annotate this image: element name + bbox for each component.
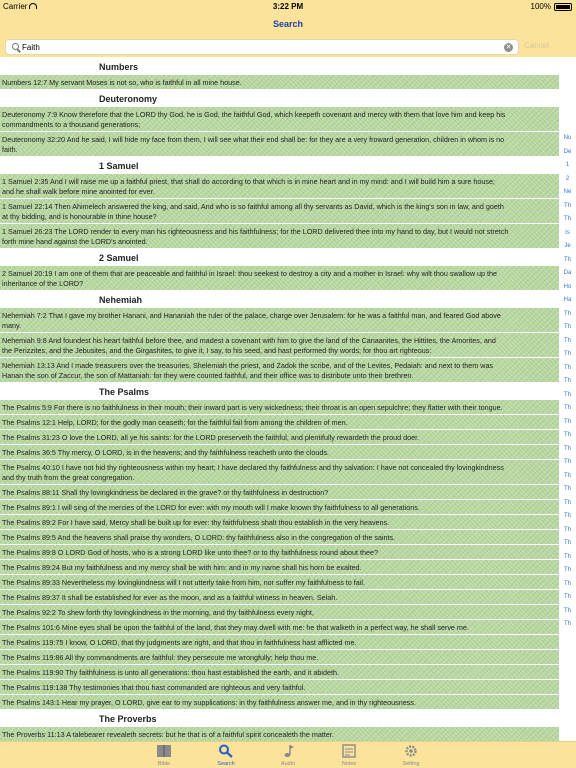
verse-text: The Psalms 89:37 It shall be established for ever as the moon, and as a faithful witness in heaven. Selah.	[2, 593, 338, 602]
search-input[interactable]	[5, 39, 519, 55]
section-title: Deuteronomy	[99, 94, 158, 104]
verse-row[interactable]	[0, 695, 559, 709]
verse-text: Nehemiah 9:8 And foundest his heart faithful before thee, and madest a covenant with him to give the land of the Canaanites, the Hittites, the Amorites, and the Perizzites, and the Jebusites, and the Girgashites, to give it, I say, to his seed, and hast performed thy words; for thou art righteous:	[2, 336, 496, 355]
index-item[interactable]: Th	[563, 594, 571, 600]
verse-text: The Proverbs 11:13 A talebearer revealeth secrets: but he that is of a faithful spirit concealeth the matter.	[2, 730, 334, 739]
verse-row[interactable]	[0, 174, 559, 198]
tab-notes[interactable]	[319, 744, 379, 767]
page-title: Search	[272, 19, 304, 29]
verse-text: The Psalms 89:24 But my faithfulness and my mercy shall be with him: and in my name shall his horn be exalted.	[2, 563, 362, 572]
verse-text: The Psalms 143:1 Hear my prayer, O LORD, give ear to my supplications: in thy faithfulness answer me, and in thy righteousness.	[2, 698, 416, 707]
verse-row[interactable]	[0, 650, 559, 664]
section-title: Numbers	[99, 62, 139, 72]
section-title: The Proverbs	[99, 714, 157, 724]
index-item[interactable]: 1	[565, 162, 570, 168]
index-item[interactable]: Th	[563, 391, 571, 398]
verse-text: The Psalms 31:23 O love the LORD, all ye his saints: for the LORD preserveth the faithful, and plentifully rewardeth the proud doer.	[2, 433, 420, 442]
index-item[interactable]: Th	[563, 364, 571, 371]
index-item[interactable]: Je	[564, 243, 571, 249]
tab-label: Bible	[157, 761, 171, 767]
index-item[interactable]: 2	[565, 175, 570, 182]
index-item[interactable]: Ne	[563, 189, 572, 195]
index-item[interactable]: Th	[563, 553, 571, 560]
battery-icon	[554, 3, 572, 11]
verse-row[interactable]	[0, 358, 559, 382]
verse-row[interactable]	[0, 500, 559, 514]
verse-row[interactable]	[0, 75, 559, 89]
search-icon	[218, 744, 234, 758]
tab-bible[interactable]	[134, 744, 194, 767]
section-header	[0, 58, 559, 74]
index-item[interactable]: Th	[563, 567, 571, 573]
index-item[interactable]: Ho	[563, 283, 572, 290]
search-results-list[interactable]	[0, 57, 559, 741]
verse-row[interactable]	[0, 575, 559, 589]
index-item[interactable]: Th	[563, 216, 571, 222]
tab-label: Audio	[280, 761, 296, 767]
index-item[interactable]: Th	[563, 540, 571, 546]
verse-row[interactable]	[0, 199, 559, 223]
battery-indicator: 100%	[531, 2, 572, 11]
section-header	[0, 157, 559, 173]
verse-text: The Psalms 89:2 For I have said, Mercy shall be built up for ever: thy faithfulness shalt thou establish in the very heavens.	[2, 518, 390, 527]
verse-text: Deuteronomy 32:20 And he said, I will hide my face from them, I will see what their end shall be: for they are a very froward generation, children in whom is no faith.	[2, 135, 505, 154]
index-item[interactable]: Th	[563, 418, 571, 425]
index-item[interactable]: Th	[563, 472, 571, 479]
index-item[interactable]: Th	[563, 445, 571, 452]
search-input-value: Faith	[22, 43, 40, 52]
verse-row[interactable]	[0, 132, 559, 156]
verse-row[interactable]	[0, 400, 559, 414]
index-item[interactable]: Th	[563, 486, 571, 492]
verse-row[interactable]	[0, 545, 559, 559]
index-item[interactable]: Th	[563, 499, 571, 506]
verse-row[interactable]	[0, 727, 559, 741]
index-item[interactable]: Th	[563, 513, 571, 519]
verse-text: The Psalms 5:9 For there is no faithfulness in their mouth; their inward part is very wickedness; their throat is an open sepulchre; they flatter with their tongue.	[2, 403, 503, 412]
cancel-button[interactable]: Cancel	[524, 41, 549, 50]
verse-text: The Psalms 89:5 And the heavens shall praise thy wonders, O LORD: thy faithfulness also in the congregation of the saints.	[2, 533, 396, 542]
verse-row[interactable]	[0, 445, 559, 459]
search-icon	[12, 43, 19, 50]
verse-text: The Psalms 119:86 All thy commandments are faithful: they persecute me wrongfully; help thou me.	[2, 653, 319, 662]
verse-row[interactable]	[0, 620, 559, 634]
section-title: Nehemiah	[99, 295, 143, 305]
verse-text: Numbers 12:7 My servant Moses is not so, who is faithful in all mine house.	[2, 78, 242, 87]
navigation-bar	[0, 13, 576, 37]
section-title: 1 Samuel	[99, 161, 139, 171]
verse-text: Nehemiah 13:13 And I made treasurers over the treasuries, Shelemiah the priest, and Zadok the scribe, and of the Levites, Pedaiah: and next to them was Hanan the son of Zaccur, the son of Mattaniah: for they were counted faithful, and their office was to distribute unto their brethren.	[2, 361, 494, 380]
index-item[interactable]: Ha	[563, 297, 572, 303]
verse-row[interactable]	[0, 515, 559, 529]
verse-row[interactable]	[0, 308, 559, 332]
index-item[interactable]: Th	[563, 378, 571, 384]
index-item[interactable]: Th	[563, 621, 571, 627]
verse-row[interactable]	[0, 530, 559, 544]
index-item[interactable]: Th	[563, 202, 571, 209]
verse-text: The Psalms 92:2 To shew forth thy lovingkindness in the morning, and thy faithfulness every night,	[2, 608, 314, 617]
verse-row[interactable]	[0, 635, 559, 649]
tab-search[interactable]	[196, 744, 256, 767]
verse-row[interactable]	[0, 333, 559, 357]
index-item[interactable]: Th	[563, 607, 571, 614]
verse-row[interactable]	[0, 415, 559, 429]
verse-text: The Psalms 119:138 Thy testimonies that thou hast commanded are righteous and very faithful.	[2, 683, 306, 692]
index-item[interactable]: Th	[563, 432, 571, 438]
section-header	[0, 710, 559, 726]
index-item[interactable]: Th	[563, 310, 571, 317]
search-bar	[0, 37, 576, 57]
clear-search-icon[interactable]: ✕	[505, 44, 512, 51]
notes-icon	[341, 744, 357, 758]
index-item[interactable]: De	[563, 148, 572, 155]
verse-row[interactable]	[0, 107, 559, 131]
section-title: 2 Samuel	[99, 253, 139, 263]
verse-text: The Psalms 40:10 I have not hid thy righteousness within my heart; I have declared thy faithfulness and thy salvation: I have not concealed thy lovingkindness and thy truth from the great congregation.	[2, 463, 504, 482]
tab-label: Setting	[402, 761, 420, 767]
verse-row[interactable]	[0, 590, 559, 604]
section-header	[0, 90, 559, 106]
verse-text: 1 Samuel 22:14 Then Ahimelech answered the king, and said, And who is so faithful among all thy servants as David, which is the king's son in law, and goeth at thy bidding, and is honourable in thine house?	[2, 202, 504, 221]
verse-text: The Psalms 119:75 I know, O LORD, that thy judgments are right, and that thou in faithfulness hast afflicted me.	[2, 638, 357, 647]
status-bar	[0, 0, 576, 13]
verse-text: The Psalms 89:8 O LORD God of hosts, who is a strong LORD like unto thee? or to thy faithfulness round about thee?	[2, 548, 378, 557]
section-header	[0, 383, 559, 399]
index-item[interactable]: Nu	[563, 135, 572, 141]
verse-row[interactable]	[0, 430, 559, 444]
verse-text: 1 Samuel 2:35 And I will raise me up a faithful priest, that shall do according to that which is in mine heart and in my mind: and I will build him a sure house; and he shall walk before mine anointed for ever.	[2, 177, 495, 196]
tab-label: Search	[217, 761, 235, 767]
verse-text: The Psalms 101:6 Mine eyes shall be upon the faithful of the land, that they may dwell with me: he that walketh in a perfect way, he shall serve me.	[2, 623, 469, 632]
index-item[interactable]: Th	[563, 526, 571, 533]
verse-row[interactable]	[0, 266, 559, 290]
verse-text: The Psalms 89:1 I will sing of the mercies of the LORD for ever: with my mouth will I make known thy faithfulness to all generations.	[2, 503, 420, 512]
index-item[interactable]: Th	[563, 459, 571, 465]
verse-row[interactable]	[0, 560, 559, 574]
verse-row[interactable]	[0, 460, 559, 484]
clock: 3:22 PM	[272, 2, 304, 11]
index-item[interactable]: Is	[565, 229, 570, 236]
verse-text: 1 Samuel 26:23 The LORD render to every man his righteousness and his faithfulness; for the LORD delivered thee into my hand to day, but I would not stretch forth mine hand against the LORD's anointed.	[2, 227, 509, 246]
index-item[interactable]: Da	[563, 270, 572, 276]
verse-row[interactable]	[0, 665, 559, 679]
tab-setting[interactable]	[381, 744, 441, 767]
verse-text: The Psalms 119:90 Thy faithfulness is unto all generations: thou hast established the earth, and it abideth.	[2, 668, 339, 677]
verse-row[interactable]	[0, 605, 559, 619]
index-item[interactable]: Th	[563, 337, 571, 344]
verse-row[interactable]	[0, 680, 559, 694]
gear-icon	[403, 744, 419, 758]
book-icon	[156, 744, 172, 758]
section-title: The Psalms	[99, 387, 150, 397]
verse-text: Deuteronomy 7:9 Know therefore that the LORD thy God, he is God, the faithful God, which keepeth covenant and mercy with them that love him and keep his commandments to a thousand generations;	[2, 110, 506, 129]
index-item[interactable]: Th	[563, 324, 571, 330]
index-item[interactable]: Th	[563, 351, 571, 357]
tab-bar	[0, 741, 576, 768]
carrier-label: Carrier	[3, 2, 37, 11]
verse-text: The Psalms 12:1 Help, LORD; for the godly man ceaseth; for the faithful fail from among the children of men.	[2, 418, 348, 427]
index-item[interactable]: Th	[563, 405, 571, 411]
section-header	[0, 249, 559, 265]
verse-text: Nehemiah 7:2 That I gave my brother Hanani, and Hananiah the ruler of the palace, charge over Jerusalem: for he was a faithful man, and feared God above many.	[2, 311, 501, 330]
verse-text: The Psalms 36:5 Thy mercy, O LORD, is in the heavens; and thy faithfulness reacheth unto the clouds.	[2, 448, 329, 457]
verse-text: The Psalms 88:11 Shall thy lovingkindness be declared in the grave? or thy faithfulness in destruction?	[2, 488, 329, 497]
tab-label: Notes	[341, 761, 357, 767]
index-item[interactable]: Th	[563, 256, 571, 263]
index-item[interactable]: Th	[563, 580, 571, 587]
music-note-icon	[280, 744, 296, 758]
section-header	[0, 291, 559, 307]
verse-text: 2 Samuel 20:19 I am one of them that are peaceable and faithful in Israel: thou seekest to destroy a city and a mother in Israel: why wilt thou swallow up the inheritance of the LORD?	[2, 269, 498, 288]
verse-row[interactable]	[0, 224, 559, 248]
verse-text: The Psalms 89:33 Nevertheless my lovingkindness will I not utterly take from him, nor suffer my faithfulness to fail.	[2, 578, 365, 587]
verse-row[interactable]	[0, 485, 559, 499]
tab-audio[interactable]	[258, 744, 318, 767]
